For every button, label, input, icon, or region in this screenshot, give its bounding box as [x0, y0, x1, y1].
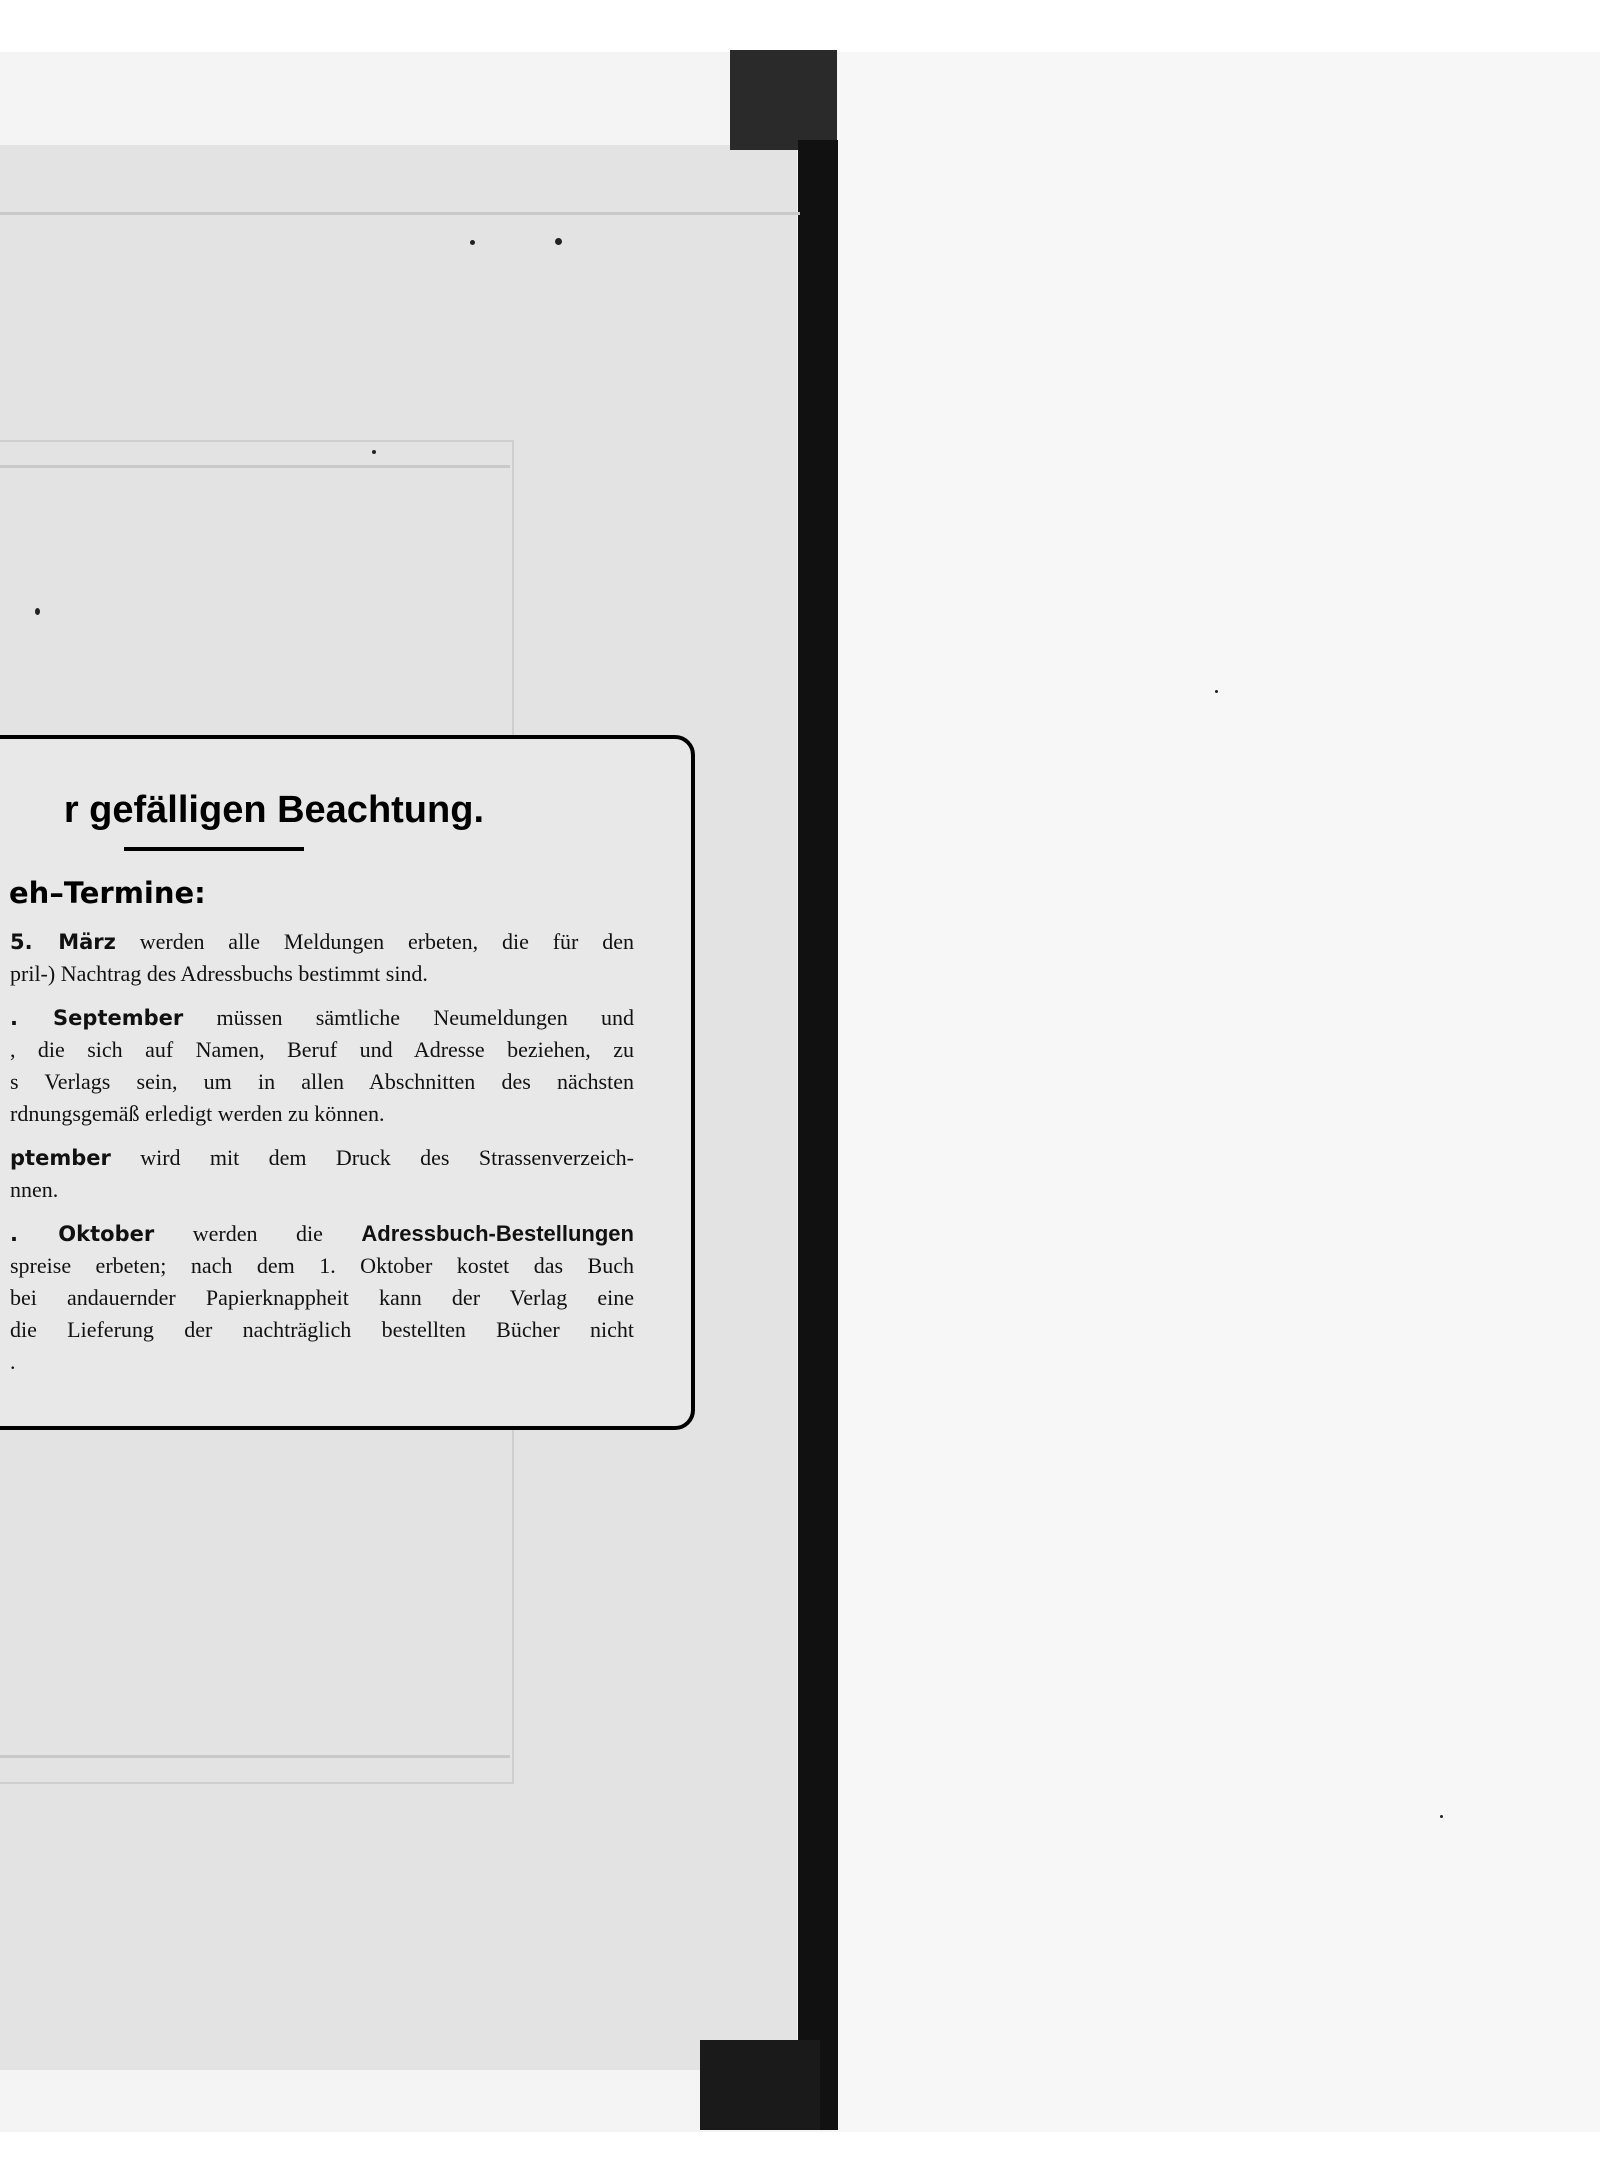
- book-spine: [798, 140, 838, 2130]
- notice-line: pril-) Nachtrag des Adressbuchs bestimmt sind.: [10, 961, 428, 986]
- notice-line: .: [10, 1349, 16, 1374]
- notice-line: 5. März werden alle Meldungen erbeten, die für den: [10, 929, 634, 954]
- right-page-blank: [838, 52, 1600, 2132]
- notice-box: [0, 735, 695, 1430]
- spine-shadow-top: [730, 50, 837, 150]
- dust-speck: [470, 240, 475, 245]
- dust-speck: [1215, 690, 1218, 693]
- notice-line: s Verlags sein, um in allen Abschnitten des nächsten: [10, 1069, 634, 1094]
- dust-speck: [372, 450, 376, 454]
- notice-line: ptember wird mit dem Druck des Strassenverzeich-: [10, 1145, 634, 1170]
- notice-line: nnen.: [10, 1177, 59, 1202]
- dust-speck: [35, 608, 40, 615]
- spine-shadow-bottom: [700, 2040, 820, 2130]
- notice-subtitle: eh–Termine:: [9, 876, 206, 910]
- dust-speck: [555, 238, 562, 245]
- notice-line: bei andauernder Papierknappheit kann der Verlag eine: [10, 1285, 634, 1310]
- notice-title: r gefälligen Beachtung.: [63, 789, 484, 831]
- show-through-rule: [0, 465, 510, 468]
- notice-line: . Oktober werden die Adressbuch-Bestellungen: [10, 1221, 634, 1246]
- title-underline: [124, 847, 304, 851]
- notice-line: spreise erbeten; nach dem 1. Oktober kostet das Buch: [10, 1253, 634, 1278]
- dust-speck: [1440, 1815, 1443, 1818]
- notice-line: die Lieferung der nachträglich bestellten Bücher nicht: [10, 1317, 634, 1342]
- notice-line: rdnungsgemäß erledigt werden zu können.: [10, 1101, 385, 1126]
- notice-line: . September müssen sämtliche Neumeldungen und: [10, 1005, 634, 1030]
- show-through-rule: [0, 212, 800, 215]
- scan-margin-bottom: [0, 2132, 1600, 2177]
- show-through-rule: [0, 1755, 510, 1758]
- notice-line: , die sich auf Namen, Beruf und Adresse beziehen, zu: [10, 1037, 634, 1062]
- show-through-text: [10, 510, 21, 561]
